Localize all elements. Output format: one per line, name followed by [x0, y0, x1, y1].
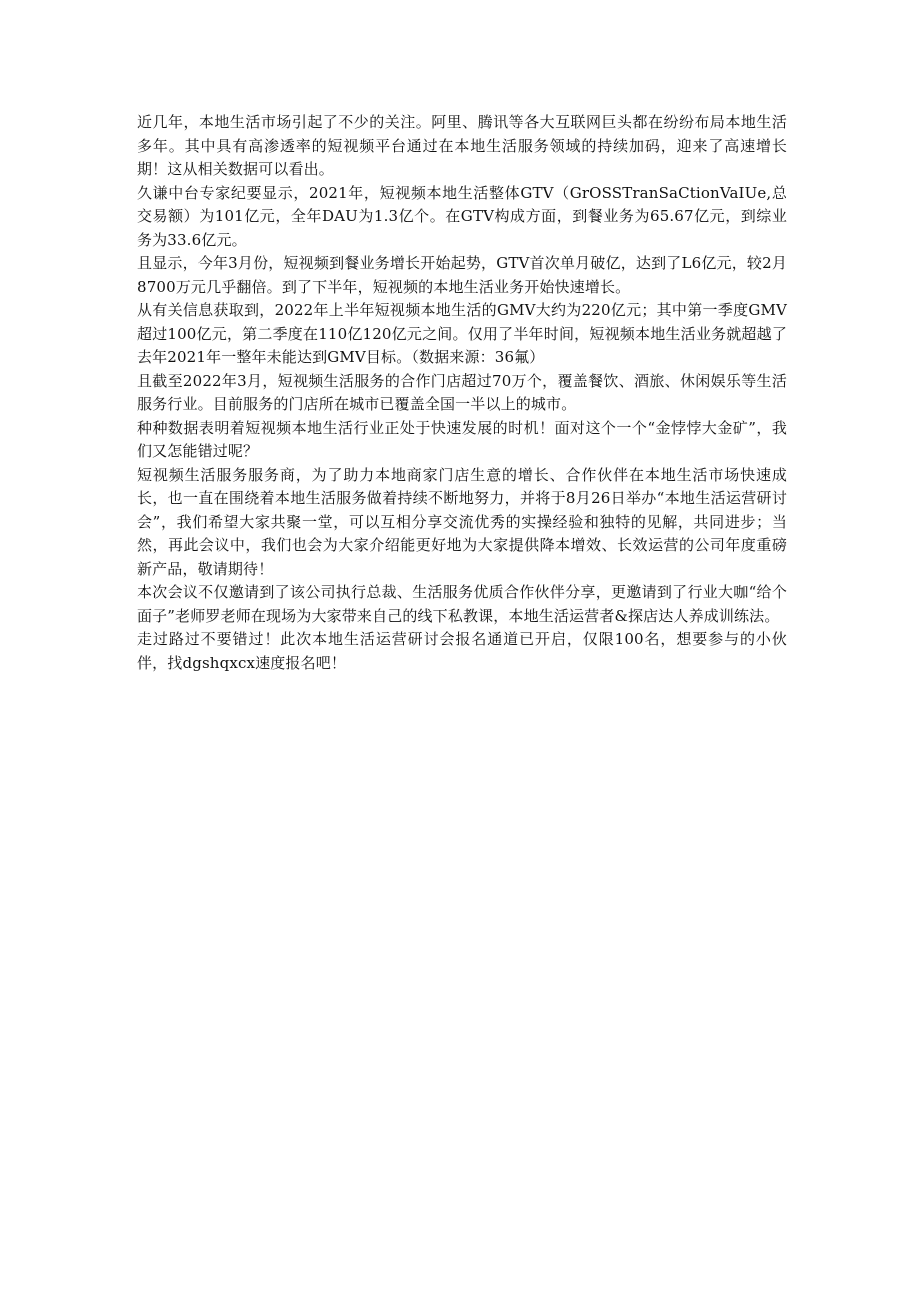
paragraph-gmv-2022: 从有关信息获取到，2022年上半年短视频本地生活的GMV大约为220亿元；其中第一季度GMV超过100亿元，第二季度在110亿120亿元之间。仅用了半年时间，短视频本地生活业务就超越了去年2021年一整年未能达到GMV目标。（数据来源：36氟） [137, 301, 787, 366]
paragraph-opportunity: 种种数据表明着短视频本地生活行业正处于快速发展的时机！面对这个一个“金悖悖大金矿”，我们又怎能错过呢？ [137, 418, 787, 460]
paragraph-march-growth: 且显示，今年3月份，短视频到餐业务增长开始起势，GTV首次单月破亿，达到了L6亿元，较2月8700万元几乎翻倍。到了下半年，短视频的本地生活业务开始快速增长。 [137, 254, 787, 296]
paragraph-intro: 近几年，本地生活市场引起了不少的关注。阿里、腾讯等各大互联网巨头都在纷纷布局本地生活多年。其中具有高渗透率的短视频平台通过在本地生活服务领域的持续加码，迎来了高速增长期！这从相关数据可以看出。 [137, 113, 787, 178]
paragraph-speakers: 本次会议不仅邀请到了该公司执行总裁、生活服务优质合作伙伴分享，更邀请到了行业大咖“给个面子”老师罗老师在现场为大家带来自己的线下私教课，本地生活运营者&探店达人养成训练法。 [137, 583, 787, 625]
article-body [137, 111, 787, 675]
paragraph-registration: 走过路过不要错过！此次本地生活运营研讨会报名通道已开启，仅限100名，想要参与的小伙伴，找dgshqxcx速度报名吧！ [137, 630, 787, 672]
paragraph-gtv-2021: 久谦中台专家纪要显示，2021年，短视频本地生活整体GTV（GrOSSTranSaCtionVaIUe,总交易额）为101亿元，全年DAU为1.3亿个。在GTV构成方面，到餐业务为65.67亿元，到综业务为33.6亿元。 [137, 183, 787, 249]
paragraph-partner-stores: 且截至2022年3月，短视频生活服务的合作门店超过70万个，覆盖餐饮、酒旅、休闲娱乐等生活服务行业。目前服务的门店所在城市已覆盖全国一半以上的城市。 [137, 371, 787, 413]
paragraph-seminar: 短视频生活服务服务商，为了助力本地商家门店生意的增长、合作伙伴在本地生活市场快速成长，也一直在围绕着本地生活服务做着持续不断地努力，并将于8月26日举办“本地生活运营研讨会”，我们希望大家共聚一堂，可以互相分享交流优秀的实操经验和独特的见解，共同进步；当然，再此会议中，我们也会为大家介绍能更好地为大家提供降本增效、长效运营的公司年度重磅新产品，敬请期待！ [137, 465, 787, 578]
